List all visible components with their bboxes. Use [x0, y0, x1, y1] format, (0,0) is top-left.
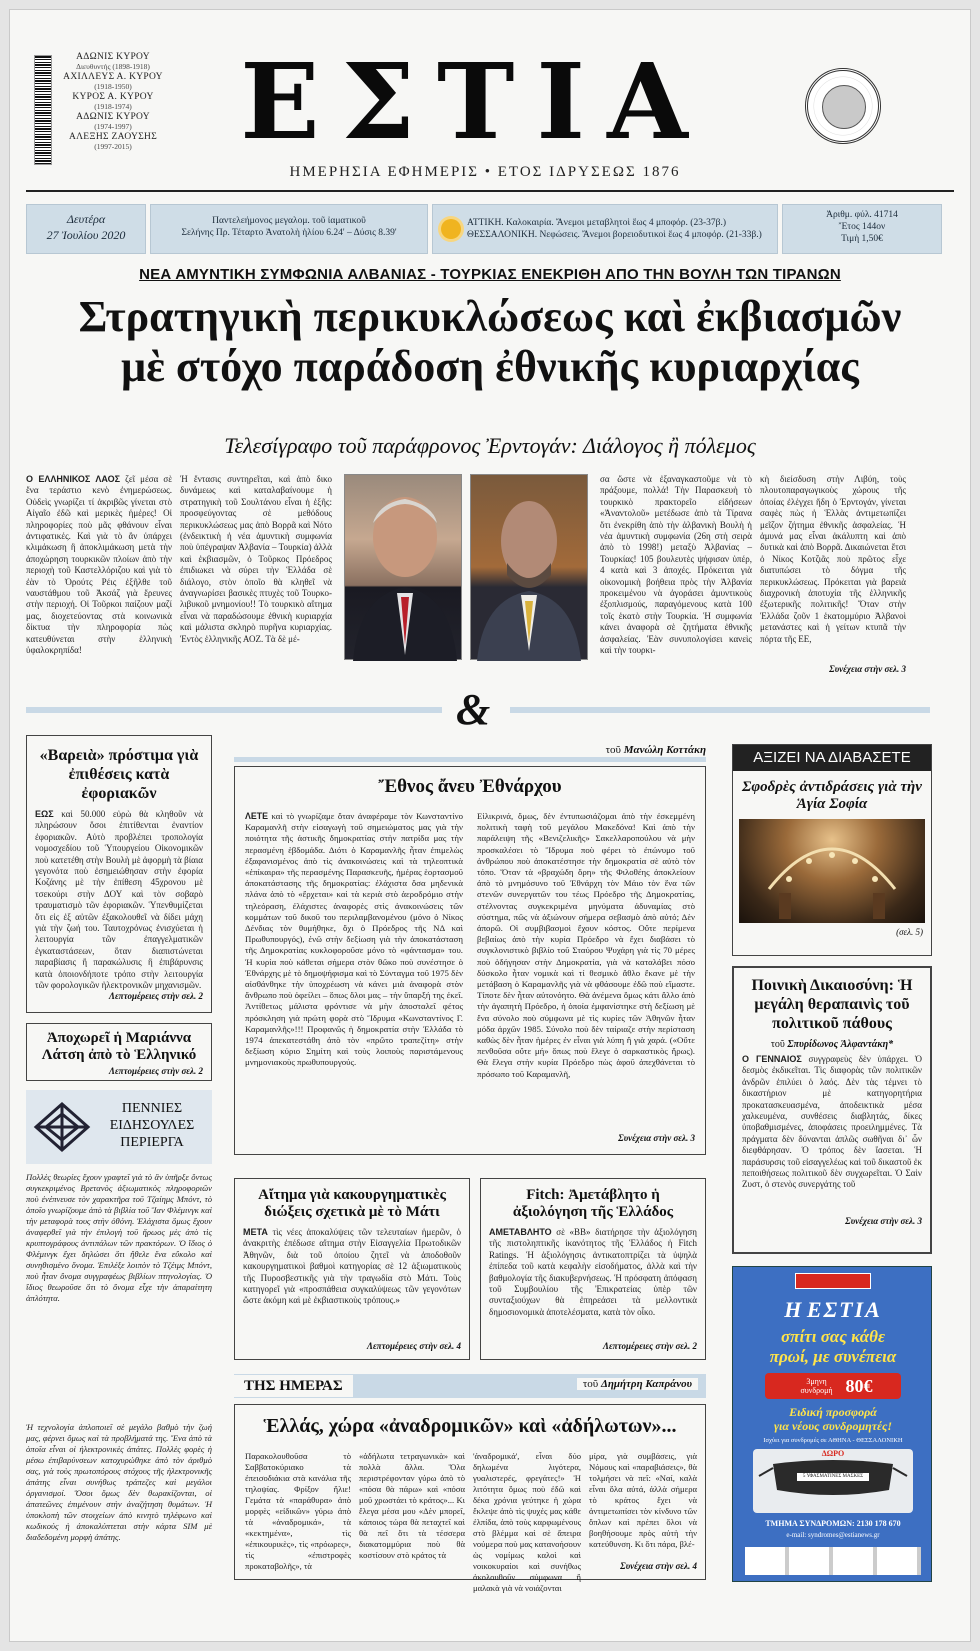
price-badge: 3μηνη συνδρομή 80€ — [765, 1373, 901, 1399]
justice-box: Ποινικὴ Δικαιοσύνη: Ἡ μεγάλη θεραπαινὶς τοῦ πολιτικοῦ πάθους τοῦ Σπυρίδωνος Ἀλφαντάκη* Ο ΓΕΝΝΑΙΟΣ συγγραφεὺς δὲν ὑπάρχει. Ὁ δεσμὸς ἐκδικεῖται. Τὶς διαφορὰς τῶν πολιτικῶν ἀνδρῶν ἐπιλύει ὁ λαός. Δὲν τὰς τέμνει τὸ δικαστήριον μὲ κατηγορητήρια προκατασκευασμένα, ἀποδεικτικὰ μέσα χαλκευμένα, συνθέσεις διαβλητάς, δίκες ὑποβαθμισμένες, ἀποφάσεις προειλημμένες. Τὰ πράγματα δὲν δύνανται ἀπλῶς σωθῆναι δι᾽ ὧν διεφθάρησαν. Ὁ τρόπος δὲν ἴασεται. Ἡ παράσυρσις τοῦ εἰσαγγελέως καὶ τοῦ δικαστοῦ ἐκ πεποιθήσεως πολιτικοῦ δὲν συγχωρεῖται. Ὁ Σαὶν Ζυστ, ὁ στενὸς συνεργάτης τοῦ Συνέχεια στὴν σελ. 3 — [732, 966, 932, 1254]
date-box: Δευτέρα 27 Ἰουλίου 2020 — [26, 204, 146, 254]
founders-list — [58, 52, 168, 152]
founder: ΑΛΕΞΗΣ ΖΑΟΥΣΗΣ (1997-2015) — [68, 132, 158, 151]
saint-box: Παντελεήμονος μεγαλομ. τοῦ ἰαματικοῦ Σελήνης Πρ. Τέταρτο Ἀνατολὴ ἡλίου 6.24' – Δύσις 8.39' — [150, 204, 428, 254]
axizei-page-link[interactable]: (σελ. 5) — [896, 927, 923, 937]
masthead-rule — [26, 190, 954, 192]
pennies-p2: Ἡ τεχνολογία ἀπλοποιεῖ σὲ μεγάλο βαθμὸ τὴν ζωή μας, φέρνει ὅμως καὶ τὰ προβλήματά της. Ἕνα ἀπὸ τὰ ὁποῖα εἶναι οἱ ἠλεκτρονικὲς ἀπάτες. Πολλὲς φορὲς ἡ μέσω ἐπιβαρύνσεων κατοχυρώθηκε ἀπὸ τὸν ἀριθμὸ σας, γιὰ τοὺς πρωτοπόρους στόχους τῆς ἠλεκτρονικῆς ἀπάτης εἶναι συνήθως τράπεζες καὶ μεγάλοι ὀργανισμοί. Ὅσοι ὅμως δὲν θωρακίζονται, οἱ ἀπατεῶνες ἐπιμένουν στὴν ἀναζήτηση θυμάτων. Ἡ ὑποκλοπὴ τῶν στοιχείων ἀπὸ κινητὸ τηλέφωνο καὶ κωδικούς ἡ ἀποκαλύπτεται στὴν κάρτα SIM μὲ διαδεδομένη μορφὴ ἀπάτης. — [26, 1422, 212, 1542]
rama-photo — [470, 474, 588, 660]
lead-deck: Τελεσίγραφο τοῦ παράφρονος Ἐρντογάν: Διάλογος ἢ πόλεμος — [224, 433, 756, 458]
fines-box: «Βαρειὰ» πρόστιμα γιὰ ἐπιθέσεις κατὰ ἐφοριακῶν ΕΩΣ καὶ 50.000 εὐρὼ θὰ κληθοῦν νὰ πληρώσουν ὅσοι ἐπιτίθενται ἐναντίον ἐφοριακῶν. Αὐτὸ προβλέπει τροπολογία νομοσχεδίου τοῦ Ὑπουργείου Οἰκονομικῶν ποὺ κατετέθη στὴν Βουλὴ μὲ ἀφορμὴ τὰ βίαια γεγονότα ποὺ ἐσημειώθησαν στὴν ἐφορία Κοζάνης μὲ τὴν ἐπίθεση 45χρονου μὲ τσεκούρι στὴν ΔΟΥ καὶ τὸν σοβαρὸ τραυματισμὸ τῶν ἐφοριακῶν. Ὑπενθυμίζεται ὅτι εἰς ἐξ αὐτῶν ἐξακολουθεῖ νὰ δίδει μάχη γιὰ τὴν ζωή του. Ταυτοχρόνως ἐνισχύεται ἡ λειτουργία τῶν ἐπαγγελματικῶν ἐγκαταστάσεων, ὅταν διαπιστώνεται παραβίασις ἢ παρακώλυσις ἢ ἐπιβάρυνσις κατὰ ὁποιονδήποτε τρόπο στὴν λειτουργία τῶν φορολογικῶν ἠλεκτρονικῶν μηχανισμῶν. Λεπτομέρειες στὴν σελ. 2 — [26, 735, 212, 1013]
tis-imeras-bar: ΤΗΣ ΗΜΕΡΑΣ τοῦ Δημήτρη Καπράνου — [234, 1374, 706, 1398]
fitch-box: Fitch: Ἀμετάβλητο ἡ ἀξιολόγηση τῆς Ἑλλάδος ΑΜΕΤΑΒΛΗΤΟ σὲ «BB» διατήρησε τὴν ἀξιολόγηση τῆς πιστοληπτικῆς ἱκανότητος τῆς Ἑλλάδος ἡ Fitch Ratings. Ἡ ἀξιολόγησις ἀντικατοπτρίζει τὰ ὑψηλὰ ἐπίπεδα τοῦ κατὰ κεφαλὴν εἰσοδήματος, ἀλλὰ καὶ τὴν βαθμολογία τῆς διακυβερνήσεως. Ἡ πρόσφατη ἀπόφαση τοῦ Συμβουλίου τῆς Ἐπικρατείας ὑπὲρ τῶν συνταξιούχων θὰ ἐπηρεάσει τὰ μελλοντικὰ δημοσιονομικὰ ἀποτελέσματα, κατὰ τὸν οἶκο. Λεπτομέρειες στὴν σελ. 2 — [480, 1178, 706, 1360]
editorial-continued[interactable]: Συνέχεια στὴν σελ. 3 — [618, 1133, 695, 1143]
separator-line — [510, 707, 930, 713]
masthead-subtitle: ΗΜΕΡΗΣΙΑ ΕΦΗΜΕΡΙΣ • ΕΤΟΣ ΙΔΡΥΣΕΩΣ 1876 — [289, 164, 681, 180]
mati-more-link[interactable]: Λεπτομέρειες στὴν σελ. 4 — [366, 1341, 461, 1351]
ornament-icon — [32, 1100, 92, 1154]
axizei-box: ΑΞΙΖΕΙ ΝΑ ΔΙΑΒΑΣΕΤΕ Σφοδρὲς ἀντιδράσεις γιὰ τὴν Ἁγία Σοφία (σελ. 5) — [732, 744, 932, 956]
subscription-ad[interactable]: Η ΕΣΤΙΑ σπίτι σας κάθε πρωί, με συνέπεια 3μηνη συνδρομή 80€ Ειδική προσφορά για νέους συνδρομητές! Ισχύει για συνδρομές σε ΑΘΗΝΑ - ΘΕΣΣΑΛΟΝΙΚΗ ΔΩΡΟ 5 ΥΦΑΣΜΑΤΙΝΕΣ ΜΑΣΚΕΣ ΤΜΗΜΑ ΣΥΝΔΡΟΜΩΝ: 2130 178 670 e-mail: syndromes@estianews.gr — [732, 1266, 932, 1582]
tis-imeras-box: Ἑλλάς, χώρα «ἀναδρομικῶν» καὶ «ἀδήλωτων»... Παρακολουθοῦσα τὸ Σαββατοκύριακο τὰ ἐπεισοδιάκια στὰ κανάλια τῆς τηλοψίας. Φρίξον ἥλιε! Γεμάτα τὰ «παράθυρα» ἀπὸ μορφὲς «εἰδικῶν» γύρω ἀπὸ τὰ «ἀναδρομικά», τὰ «κεκτημένα», τὶς «ἐπικουρικὲς», τὶς «πρόωρες», τὶς «ἐπιστροφὲς προκαταβολῆς», τὰ «ἀδήλωτα τετραγωνικὰ» καὶ πολλὰ ἄλλα. Ὅλα περιστρέφονταν γύρω ἀπὸ τὸ «πόσα θὰ πάρω» καὶ «πόσα μοῦ χρωστάει τὸ κράτος»... Κι ἔλεγα μέσα μου «Δὲν μπορεῖ, κάποιος τώρα θὰ πεταχτεῖ καὶ θὰ πεῖ ὅτι τὰ τέσσερα διακατομμύρια ποὺ θὰ κοστίσουν στὸ κράτος τὰ 'ἀναδρομικά', εἶναι δύο δηλωμένα λιγότερα, γυαλιστερές, φρεγάτες!» Ἡ λιτότητα ὅμως ποὺ ἐδῶ καὶ δέκα χρόνια γεύτηκε ἡ χώρα ἔκλεψε ἀπὸ τὶς ψυχές μας κάθε ἐλπίδα, ἀπὸ τοὺς καρφωμένους στὸ βλέμμα καὶ σὲ ἄπειρα νούμερα ποὺ μας κατανοήσουν ὡς νομίμως καλοὶ καὶ νοικοκυραίοι καὶ συνήθως ἀκολουθοῦν σύμφωνα ἢ μαλακὰ γιὰ νὰ νοιάζονται μίρα, γιὰ συμβάσεις, γιὰ Νόμους καὶ «παραβιάσεις», θὰ τολμήσει νὰ πεῖ: «Ναί, καλὰ εἶναι ὅλα αὐτά, ἀλλὰ σήμερα τὸ κράτος ἔχει νὰ ἀντιμετωπίσει τὸν κίνδυνο τῶν ὅπλων καὶ πρέπει ὅλοι νὰ βοηθήσουμε πρὸς αὐτὴ τὴν κατεύθυνση. Κι ὅτι πάρα, βλέ- Συνέχεια στὴν σελ. 4 — [234, 1404, 706, 1580]
masthead-title: ΕΣΤΙΑ — [240, 40, 710, 163]
mati-box: Αἴτημα γιὰ κακουργηματικὲς διώξεις σχετικὰ μὲ τὸ Μάτι ΜΕΤΑ τὶς νέες ἀποκαλύψεις τῶν τελευταίων ἡμερῶν, ὁ ἀνακριτὴς ἐπέδωσε αἴτημα στὴν Εἰσαγγελία Πρωτοδικῶν Ἀθηνῶν, διὰ τοῦ ὁποίου ζητεῖ νὰ ἀποδοθοῦν κακουργηματικοὶ βαθμοὶ κατηγορίας σὲ 12 ἀξιωματικοὺς τῆς Πυροσβεστικῆς γιὰ τὴν τραγωδία στὸ Μάτι. Τοὺς κατηγορεῖ γιὰ «προσπάθεια συγκαλύψεως τῶν γεγονότων ὥστε ἀκόμη καὶ μὲ ἐκβιαστικοὺς τρόπους.» Λεπτομέρειες στὴν σελ. 4 — [234, 1178, 470, 1360]
issue-box: Ἀριθμ. φύλ. 41714 Ἔτος 144ον Τιμὴ 1,50€ — [782, 204, 942, 254]
hagia-sophia-photo — [739, 819, 925, 923]
seal-figures-icon — [822, 85, 866, 129]
lead-col-2: Ἡ ἔντασις συντηρεῖται, καὶ ἀπὸ δικο δυνάμεως καὶ καταλαβαίνουμε ἡ στρατηγικὴ τοῦ Σουλτάνου εἶναι ἡ ἑξῆς: προσφεύγοντας σὲ μεθόδους περικυκλώσεως μας ἀπὸ Βορρᾶ καὶ Νότο (ἐνδεικτικὴ ἡ νέα ἀμυντικὴ συμφωνία ποὺ ὑπέγραψαν Ἀλβανία – Τουρκία) ἀλλὰ καὶ ἐκβιασμῶν, ὁ Τοῦρκος Πρόεδρος ἐπιδιωκει νὰ σύρει τὴν Ἑλλάδα σὲ διάλογο, στὸν ὁποῖο θὰ κληθεῖ νὰ ἀναγνωρίσει βασικὲς πτυχὲς τοῦ Τουρκο-λιβυκοῦ μνημονίου!! Τὸ τουρκικὸ αἴτημα εἶναι νὰ παραδώσουμε ἐθνικὴ κυριαρχία καὶ μάλιστα σκληρὸ πυρῆνα κυριαρχίας. Ἐντὸς ἑλληνικῆς ΑΟΖ. Τὰ δὲ μέ- — [180, 474, 332, 644]
lead-col-1: Ο ΕΛΛΗΝΙΚΟΣ ΛΑΟΣ ζεῖ μέσα σὲ ἕνα τεράστιο κενὸ ἐνημερώσεως. Οὐδεὶς γνωρίζει τί ἀκριβῶς γίνεται στὸ Αἰγαῖο ἐδῶ καὶ μερικὲς ἡμέρες! Οἱ πληροφορίες ποὺ μᾶς φθάνουν εἶναι ἀντιφατικές. Καὶ γιὰ τὸ ἂν ὑπάρχει κλιμάκωση ἢ ἀποκλιμάκωση μετὰ τὴν ἀποχώρηση τουρκικῶν πλοίων ἀπὸ τὴν περιοχὴ τοῦ Καστελλόριζου καὶ γιὰ τὸ ἐὰν τὸ Ὀρούτς Ρέις ἐξῆλθε τοῦ ναυστάθμου τοῦ Ἀκσάζ γιὰ ἔρευνες στὴν περιοχή. Οἱ Τοῦρκοι παίζουν μαζί μας, διοχετεύοντας στὰ κοινωνικὰ δίκτυα τὴν πληροφορία πὼς κατευθύνεται στὴν ἑλληνικὴ ὑφαλοκρηπίδα! — [26, 474, 173, 656]
founder: ΑΧΙΛΛΕΥΣ Α. ΚΥΡΟΥ (1918-1950) — [63, 72, 163, 91]
lead-continued[interactable]: Συνέχεια στὴν σελ. 3 — [829, 664, 906, 674]
lead-col-4: κὴ διείσδυση στὴν Λιβύη, τοὺς πλουτοπαραγωγικοὺς χώρους τῆς ὁποίας ἐλέγχει ἤδη ὁ Ἐρντογάν, γίνεται σαφὲς πὼς ἡ Ἑλλὰς ἀντιμετωπίζει μεῖζον ζήτημα ἐθνικῆς ἀσφαλείας. Ἡ ἀμυνά μας εἶναι ἀκάλυπτη καὶ ἀπὸ δυτικὰ καὶ ἀπὸ Βορρᾶ. Δικαιώνεται ἔτσι ὁ Νίκος Κοτζιᾶς ποὺ πρῶτος εἶχε διατυπώσει τὸ δόγμα τῆς περικυκλώσεως. Πρόκειται γιὰ βαρειὰ διαχρονικὴ ἀποτυχία τῆς ἑλληνικῆς ἐξωτερικῆς πολιτικῆς! Ὅταν στὴν Ἑλλάδα ζοῦν 1 ἑκατομμύριο Ἀλβανοὶ μετανάστες καὶ ἡ γείτων κτυπᾶ τὴν πόρτα τῆς ΕΕ, — [760, 474, 906, 644]
portrait-icon — [471, 475, 589, 661]
editorial-byline-bar: τοῦ Μανώλη Κοττάκη — [234, 744, 706, 762]
seal-emblem — [805, 68, 881, 144]
lead-col-3: σα ὥστε νὰ ἐξαναγκαστοῦμε νὰ τὸ πράξουμε, πολλά! Τὴν Παρασκευὴ τὸ τουρκικὸ πρακτορεῖο εἰδήσεων «Ἀναντολοῦ» μετέδωσε ἀπὸ τὰ Τίρανα ὅτι ἐνεκρίθη ἀπὸ τὴν ἀλβανικὴ Βουλὴ ἡ νέα ἀμυντικὴ συμφωνία (26η στὴ σειρὰ ἀπὸ τὸ 1998!) μεταξὺ Ἀλβανίας – Τουρκίας! 105 βουλευτὲς ψήφισαν ὑπέρ, 4 κατὰ καὶ 3 ἀποχές. Πρόκειται γιὰ οἰκονομικὴ βοήθεια πρὸς τὴν Ἀλβανία προκειμένου νὰ ἀγοράσει ἀμυντικοὺς ἐξοπλισμούς, παραγόμενους κατὰ 100 τοῖς ἑκατὸ στὴν Τουρκία. Ἡ συμφωνία κάνει ἀναφορὰ σὲ ζητήματα ἐθνικῆς ἀσφαλείας. Ἐὰν συνυπολογίσει κανεὶς καὶ τὴν τουρκι- — [600, 474, 752, 656]
info-bar — [26, 204, 954, 254]
lead-kicker: ΝΕΑ ΑΜΥΝΤΙΚΗ ΣΥΜΦΩΝΙΑ ΑΛΒΑΝΙΑΣ - ΤΟΥΡΚΙΑΣ ΕΝΕΚΡΙΘΗ ΑΠΟ ΤΗΝ ΒΟΥΛΗ ΤΩΝ ΤΙΡΑΝΩΝ — [139, 266, 841, 283]
pennies-p1: Πολλὲς θεωρίες ἔχουν γραφτεῖ γιὰ τὸ ἂν ὑπῆρξε ὅντως συγκεκριμένος Βρετανὸς ἀξιωματικὸς πληροφοριῶν ποὺ ἐνέπνευσε τὸν χαρακτῆρα τοῦ Τζαίημς Μπόντ, τὸ ὁποῖο γνωρίζουμε ἀπὸ τὰ βιβλία τοῦ Ἴαν Φλέμινγκ καὶ τὴν μεταφορὰ τους στὴν ὀθόνη. Ἐλάχιστα ὅμως ἔχουν ἀναφερθεῖ γιὰ τὴν ἐπιλογὴ τοῦ ἥρωος μὲς ἀπὸ τὶς κρυπτογράφους ἀντιπάλων τῶν πρακτόρων. Ὁ ἴδιος ὁ Φλέμινγκ ἔχει δηλώσει ὅτι ἤθελε ἕνα εὔκολο καὶ συνηθισμένο ὄνομα. Ἐπιλέξε λοιπὸν τὸ Τζέιμς Μπόντ, ποὺ ἦταν ὄνομα συγγραφέως βιβλίων πτηνολογίας. Ὁ ἴδιος θεωροῦσε ὅτι τὸ ὄνομα εἶχε τὴν ἀπαραίτητη ἁπλότητα. — [26, 1172, 212, 1303]
gift-panel: ΔΩΡΟ 5 ΥΦΑΣΜΑΤΙΝΕΣ ΜΑΣΚΕΣ — [753, 1449, 913, 1513]
founder: ΚΥΡΟΣ Α. ΚΥΡΟΥ (1918-1974) — [72, 92, 154, 111]
editorial-box: Ἔθνος ἄνευ Ἐθνάρχου ΛΕΤΕ καὶ τὸ γνωρίζαμε ὅταν ἀναφέραμε τὸν Κωνσταντίνο Καραμανλῆ στὴν εἰσαγωγὴ τοῦ σημειώματος μας γιὰ τὴν ποιότητα τῆς ἀστικῆς δημοκρατίας στὴν πατρίδα μας τὴν περασμένη ἑβδομάδα. Διότι ὁ Καραμανλῆς ἦταν ἐπιμελὼς ἐξαφανισμένος ἀπὸ τὶς ἀνακοινώσεις καὶ τὰ τηλεοπτικὰ «ἐπίκαιρα» τῆς περασμένης Παρασκευῆς, ἡμέρας ἑορτασμοῦ ἀποκατάστασης τῆς δημοκρατίας: ἐλάχιστα ὅσα μηδενικὰ πλάνα ἀπὸ τὸ «ἔρχεται» καὶ τὰ κεριὰ στὸ ἀεροδρόμιο στὴν τηλεόραση, ἐλάχιστες ἀναφορὲς στὶς ἀνακοινώσεις τῶν κομμάτων τοῦ δικοῦ του περιλαμβανομένου (μόνο ὁ Νίκος Δένδιας τὸν θυμήθηκε, ὄχι ὁ Πρόεδρος τῆς ΝΔ καὶ Πρωθυπουργός), ἐνῶ στὴν δεξίωση γιὰ τὴν ἀποκατάσταση τῆς Δημοκρατίας κυκλοφοροῦσε μόνο τὸ «φάντασμα» του. Ἡ κυρία ποὺ κάθεται σήμερα στὸν θῶκο ποὺ συνέστησε ὁ Ἐθνάρχης μὲ τὸ δημοψήφισμα καὶ τὸ Σύνταγμα τοῦ 1975 δὲν αἰσθάνθηκε τὴν ὑποχρέωση νὰ κάνει μιὰ ἀναφορὰ στὸν ἄνθρωπο ποὺ ὀφείλει – ὅπως ὅλοι μας – τὴν ὕπαρξή της ἐκεῖ. Ἀντίθετως μάλιστα φρόντισε νὰ μὴν ἀποσταλεῖ φέτος πρόσκληση γιὰ πρώτη φορὰ στὸ Ἵδρυμα «Κωνσταντίνος Γ. Καραμανλῆς»!!! Προφανῶς ἡ δημοκρατία στὴν Ἑλλάδα τὸ 1974 ἀπεκατεστάθη ἀπὸ τὸν «πρῶτο τραπεζίτη» στὴν δεξίωση κύριο Σημίτη καὶ τοὺς λοιποὺς παριστάμενους μνημονιακοὺς πρωθυπουργούς. Εἰλικρινά, ὅμως, δὲν ἐντυπωσιάζομαι ἀπὸ τὴν ἐσκεμμένη πολιτικὴ ταφὴ τοῦ μεγάλου Μακεδόνα! Καὶ ἀπὸ τὴν παράλειψη τῆς «Βενιζελικῆς» Σακελλαροπούλου νὰ μὴν προσκαλέσει τὸ Ἵδρυμα ποὺ φέρει τὸ ἐπώνυμο τοῦ ἀνθρώπου ποὺ ἀποκατέστησε τὴν δημοκρατία σὲ αὐτὸ τὸν τόπο. Ὅταν τὰ «βραχώδη ὄρη» τῆς Φιλοθέης ἀποκλείουν ἀπὸ τὸ μνημόσυνο τοῦ Ἐθνάρχη τὸν Μάιο τὸν ἕνα τῶν στενῶν συνεργατῶν του τέως Πρόεδρο τῆς Δημοκρατίας, στέλνοντας συγκεκριμένα μηνύματα ἀδυναμίας στὸ σύστημα, πῶς νὰ ἀξιώνουν σήμερα σεβασμὸ ἀπὸ αὐτό; Δὲν ἀπορῶ. Οἱ συμβιβασμοὶ ἔχουν κόστος. Οὔτε περίμενα βεβαίως ἀπὸ τὴν κυρία Πρόεδρο νὰ ἔχει διαβάσει τὸ συγκλονιστικὸ βιβλίο τοῦ Σταύρου Ψυχάρη γιὰ τὶς 70 μέρες ποὺ ὁδήγησαν στὴν Δημοκρατία, γιὰ νὰ καταλάβει πόσο δύσκολο ἦταν νομικὰ καὶ τί θεσμικὸ ἄθλο ἔκανε μὲ τὴν μετάβαση ὁ Καραμανλῆς γιὰ νὰ φθάσουμε ἐδῶ ποὺ εἴμαστε. Τίποτε δὲν ἦταν αὐτονόητο. Θὰ ἀνέμενα ὅμως κάτι ἄλλο ἀπὸ τὴν ἀγαπητὴ Πρόεδρο, ἡ ὁποία ἐμφανίστηκε στὴ δεξίωση μὲ ἕνα σύνολο ποὺ σύμφωνα μὲ τὶς κυρίες τῶν Ἀθηνῶν ἦταν μόδα ἀρχῶν 1985. Σύνολο ποὺ δὲν ταίριαζε στὴν περίσταση καθὼς δὲν ἦταν ἡμέρες ἐν εἶναι γιὰ λύπη ἢ γιὰ χαρά. («Οὔτε πενθοῦσα οὔτε μή» ὅπως ποὺ ἔλεγε ὁ σαρκαστικὸς ἥρως). Θὰ ἔλεγα στὴν κυρία Πρόεδρο πὼς ἁφοῦ ἀπεχθάνεται τὸ πρόσωπο τοῦ Καραμανλῆ, Συνέχεια στὴν σελ. 3 — [234, 766, 706, 1155]
erdogan-photo — [344, 474, 462, 660]
justice-continued[interactable]: Συνέχεια στὴν σελ. 3 — [845, 1216, 922, 1226]
weather-box: ΑΤΤΙΚΗ. Καλοκαιρία. Ἄνεμοι μεταβλητοὶ ἕως 4 μποφόρ. (23-37β.) ΘΕΣΣΑΛΟΝΙΚΗ. Νεφώσεις. Ἄνεμοι βορειοδυτικοὶ ἕως 4 μποφόρ. (21-33β.) — [432, 204, 778, 254]
portrait-icon — [345, 475, 463, 661]
fitch-more-link[interactable]: Λεπτομέρειες στὴν σελ. 2 — [602, 1341, 697, 1351]
hagia-sophia-link[interactable]: Σφοδρὲς ἀντιδράσεις γιὰ τὴν Ἁγία Σοφία — [742, 779, 922, 812]
ampersand-separator: & — [456, 685, 491, 734]
barcode — [34, 55, 52, 165]
latsi-box: Ἀποχωρεῖ ἡ Μαριάννα Λάτση ἀπὸ τὸ Ἑλληνικό Λεπτομέρειες στὴν σελ. 2 — [26, 1023, 212, 1081]
latsi-more-link[interactable]: Λεπτομέρειες στὴν σελ. 2 — [108, 1066, 203, 1076]
newspaper-page — [9, 9, 971, 1642]
separator-line — [26, 707, 442, 713]
fines-more-link[interactable]: Λεπτομέρειες στὴν σελ. 2 — [108, 991, 203, 1001]
pennies-header: ΠΕΝΝΙΕΣ ΕΙΔΗΣΟΥΛΕΣ ΠΕΡΙΕΡΓΑ — [26, 1090, 212, 1164]
founder: ΑΔΩΝΙΣ ΚΥΡΟΥ Διευθυντής (1898-1918) — [76, 52, 150, 71]
lead-headline: Στρατηγικὴ περικυκλώσεως καὶ ἐκβιασμῶν μὲ στόχο παράδοση ἐθνικῆς κυριαρχίας — [78, 292, 902, 391]
sun-icon — [441, 219, 461, 239]
tis-imeras-continued[interactable]: Συνέχεια στὴν σελ. 4 — [620, 1561, 697, 1571]
newspaper-badge-icon — [795, 1273, 871, 1289]
founder: ΑΔΩΝΙΣ ΚΥΡΟΥ (1974-1997) — [76, 112, 150, 131]
newspaper-stack-icon — [745, 1547, 921, 1575]
dome-icon — [739, 819, 925, 923]
